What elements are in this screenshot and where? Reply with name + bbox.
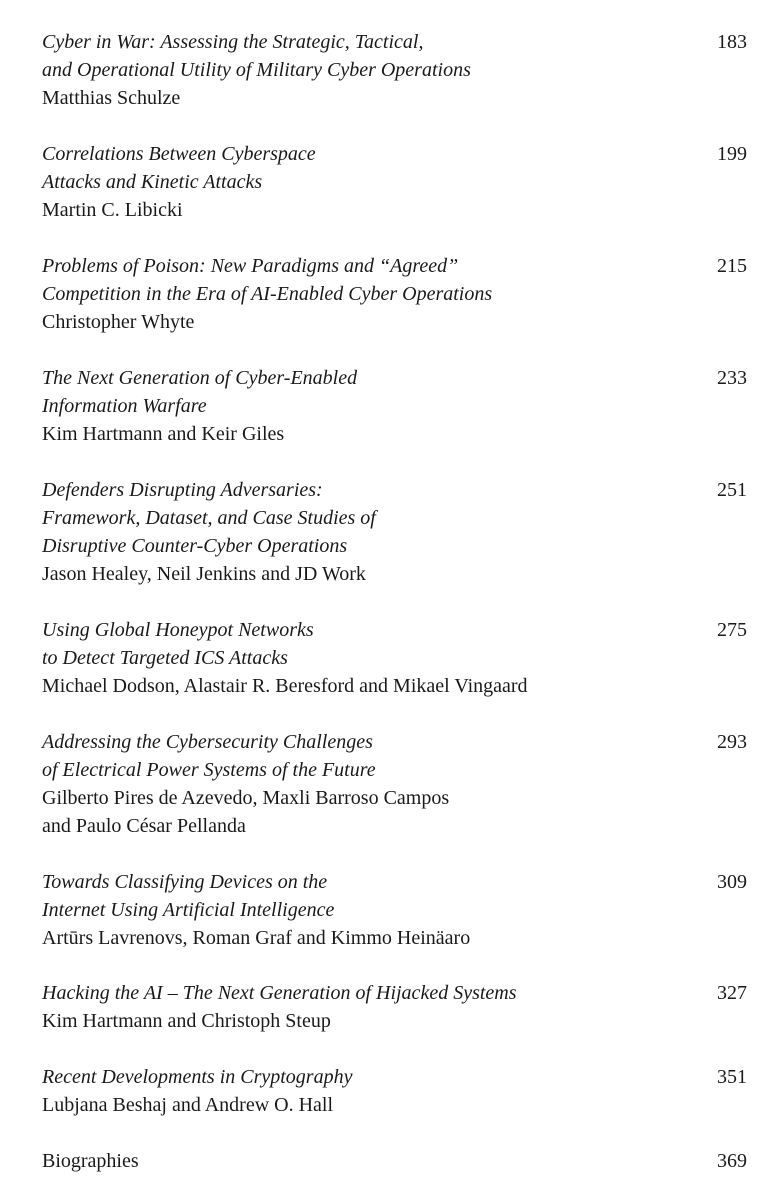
toc-entry — [42, 1147, 747, 1175]
entry-authors — [42, 1091, 747, 1119]
entry-title — [42, 140, 747, 196]
toc-entry — [42, 140, 747, 224]
toc-entry — [42, 28, 747, 112]
entry-title — [42, 1063, 747, 1091]
toc-entry — [42, 728, 747, 840]
page-number: 251 — [717, 479, 747, 501]
entry-title — [42, 868, 747, 924]
author-line: and Paulo César Pellanda — [42, 815, 246, 837]
page-number: 369 — [717, 1150, 747, 1172]
entry-title — [42, 616, 747, 672]
title-line: Correlations Between Cyberspace — [42, 143, 316, 165]
author-line: Artūrs Lavrenovs, Roman Graf and Kimmo Heinäaro — [42, 927, 471, 949]
title-line: Disruptive Counter-Cyber Operations — [42, 535, 348, 557]
toc-entry — [42, 868, 747, 952]
title-line: Problems of Poison: New Paradigms and “Agreed” — [42, 255, 459, 277]
entry-authors — [42, 308, 747, 336]
toc-entry — [42, 364, 747, 448]
entry-section-title — [42, 1147, 747, 1175]
title-line: and Operational Utility of Military Cyber Operations — [42, 59, 471, 81]
toc-entry — [42, 616, 747, 700]
title-line: Information Warfare — [42, 395, 207, 417]
entry-authors — [42, 196, 747, 224]
title-line: Competition in the Era of AI-Enabled Cyber Operations — [42, 283, 493, 305]
page-number: 215 — [717, 255, 747, 277]
page-number: 327 — [717, 982, 747, 1004]
entry-title — [42, 28, 747, 84]
page-number: 351 — [717, 1066, 747, 1088]
toc-entry — [42, 1063, 747, 1119]
section-title: Biographies — [42, 1150, 139, 1172]
title-line: The Next Generation of Cyber-Enabled — [42, 367, 358, 389]
entry-title — [42, 252, 747, 308]
title-line: Cyber in War: Assessing the Strategic, Tactical, — [42, 31, 424, 53]
entry-authors — [42, 672, 747, 700]
entry-title — [42, 476, 747, 560]
author-line: Matthias Schulze — [42, 87, 181, 109]
title-line: of Electrical Power Systems of the Future — [42, 759, 376, 781]
entry-title — [42, 728, 747, 784]
title-line: Framework, Dataset, and Case Studies of — [42, 507, 376, 529]
title-line: Using Global Honeypot Networks — [42, 619, 314, 641]
entry-authors — [42, 84, 747, 112]
page-number: 293 — [717, 731, 747, 753]
entry-authors — [42, 1007, 747, 1035]
author-line: Kim Hartmann and Keir Giles — [42, 423, 285, 445]
entry-authors — [42, 784, 747, 840]
page-number: 199 — [717, 143, 747, 165]
author-line: Jason Healey, Neil Jenkins and JD Work — [42, 563, 366, 585]
title-line: Recent Developments in Cryptography — [42, 1066, 353, 1088]
entry-authors — [42, 560, 747, 588]
entry-title — [42, 979, 747, 1007]
title-line: Towards Classifying Devices on the — [42, 871, 328, 893]
author-line: Kim Hartmann and Christoph Steup — [42, 1010, 331, 1032]
author-line: Lubjana Beshaj and Andrew O. Hall — [42, 1094, 334, 1116]
entry-authors — [42, 924, 747, 952]
toc-entry — [42, 476, 747, 588]
title-line: Hacking the AI – The Next Generation of Hijacked Systems — [42, 982, 517, 1004]
author-line: Christopher Whyte — [42, 311, 195, 333]
title-line: Attacks and Kinetic Attacks — [42, 171, 263, 193]
entry-authors — [42, 420, 747, 448]
toc-entry — [42, 979, 747, 1035]
table-of-contents — [42, 28, 747, 1175]
title-line: to Detect Targeted ICS Attacks — [42, 647, 288, 669]
page-number: 183 — [717, 31, 747, 53]
page-number: 309 — [717, 871, 747, 893]
author-line: Michael Dodson, Alastair R. Beresford and Mikael Vingaard — [42, 675, 528, 697]
page-number: 233 — [717, 367, 747, 389]
page-number: 275 — [717, 619, 747, 641]
entry-title — [42, 364, 747, 420]
title-line: Internet Using Artificial Intelligence — [42, 899, 335, 921]
toc-entry — [42, 252, 747, 336]
author-line: Gilberto Pires de Azevedo, Maxli Barroso Campos — [42, 787, 450, 809]
title-line: Defenders Disrupting Adversaries: — [42, 479, 323, 501]
title-line: Addressing the Cybersecurity Challenges — [42, 731, 373, 753]
author-line: Martin C. Libicki — [42, 199, 183, 221]
